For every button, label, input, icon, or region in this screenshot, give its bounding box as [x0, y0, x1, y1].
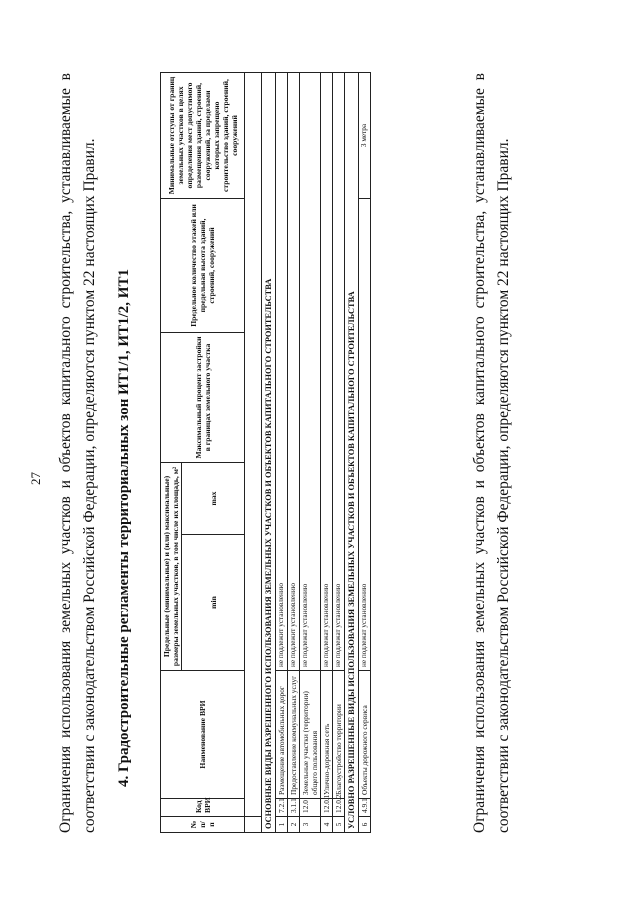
- row-value: не подлежат установлению: [321, 72, 333, 670]
- row-code: 12.0.1: [321, 799, 333, 817]
- header-setbacks: Минимальные отступы от границ земельных участков в целях определения мест допустимого размещения зданий, строений, сооружений, за пределами которых запрещено строительство зданий, строений, сооружений: [161, 72, 245, 198]
- section-heading: 4. Градостроительные регламенты территориальных зон ИТ1/1, ИТ1/2, ИТ1: [116, 269, 132, 787]
- header-name: Наименование ВРИ: [161, 671, 245, 799]
- row-code: 12.0: [300, 799, 321, 817]
- row-num: 4: [321, 817, 333, 833]
- table-row: [359, 72, 371, 832]
- table-row: [288, 72, 300, 832]
- table-row: [333, 72, 345, 832]
- row-num: 6: [359, 817, 371, 833]
- row-value: не подлежит установлению: [276, 72, 288, 670]
- row-name: Благоустройство территории: [333, 671, 345, 799]
- table-row: [300, 72, 321, 832]
- row-name: Размещение автомобильных дорог: [276, 671, 288, 799]
- page-number: 27: [28, 472, 43, 485]
- header-code: Код ВРИ: [161, 799, 245, 817]
- header-num: № п/п: [161, 817, 245, 833]
- row-name: Земельные участки (территории) общего пользования: [300, 671, 321, 799]
- row-num: 5: [333, 817, 345, 833]
- row-num: 1: [276, 817, 288, 833]
- row-num: 2: [288, 817, 300, 833]
- row-code: 7.2.1: [276, 799, 288, 817]
- row-value: не подлежат установлению: [300, 72, 321, 670]
- row-code: 12.0.2: [333, 799, 345, 817]
- row-name: Предоставление коммунальных услуг: [288, 671, 300, 799]
- restrictions-paragraph-bottom: Ограничения использования земельных участков и объектов капитального строительства, устанавливаемые в соответствии с законодательством Российской Федерации, определяются пунктом 22 настоящих Правил.: [471, 73, 512, 833]
- header-sizes: Предельные (минимальные) и (или) максимальные) размеры земельных участков, в том числе их площадь, м²: [161, 462, 182, 670]
- section-conditional-uses: УСЛОВНО РАЗРЕШЕННЫЕ ВИДЫ ИСПОЛЬЗОВАНИЯ ЗЕМЕЛЬНЫХ УЧАСТКОВ И ОБЪЕКТОВ КАПИТАЛЬНОГО СТРОИТЕЛЬСТВА: [345, 72, 359, 832]
- row-code: 4.9.1: [359, 799, 371, 817]
- table-row: [321, 72, 333, 832]
- row-code: 3.1.1: [288, 799, 300, 817]
- row-value: не подлежит установлению: [288, 72, 300, 670]
- table-spacer-cell: [245, 72, 262, 816]
- header-percent: Максимальный процент застройки в границах земельного участка: [161, 332, 245, 462]
- section-main-uses: ОСНОВНЫЕ ВИДЫ РАЗРЕШЕННОГО ИСПОЛЬЗОВАНИЯ ЗЕМЕЛЬНЫХ УЧАСТКОВ И ОБЪЕКТОВ КАПИТАЛЬНОГО СТРОИТЕЛЬСТВА: [262, 72, 276, 832]
- regulations-table: [160, 72, 371, 833]
- row-value: не подлежат установлению: [359, 198, 371, 670]
- header-floors: Предельное количество этажей или предельная высота зданий, строений, сооружений: [161, 198, 245, 332]
- table-spacer-cell: [245, 817, 262, 833]
- row-value: не подлежат установлению: [333, 72, 345, 670]
- row-setback: 3 метра: [359, 72, 371, 198]
- row-num: 3: [300, 817, 321, 833]
- header-min: min: [182, 535, 245, 671]
- restrictions-paragraph-top: Ограничения использования земельных участков и объектов капитального строительства, устанавливаемые в соответствии с законодательством Российской Федерации, определяются пунктом 22 настоящих Правил.: [57, 73, 98, 833]
- row-name: Объекты дорожного сервиса: [359, 671, 371, 799]
- header-max: max: [182, 462, 245, 534]
- table-row: [276, 72, 288, 832]
- row-name: Улично-дорожная сеть: [321, 671, 333, 799]
